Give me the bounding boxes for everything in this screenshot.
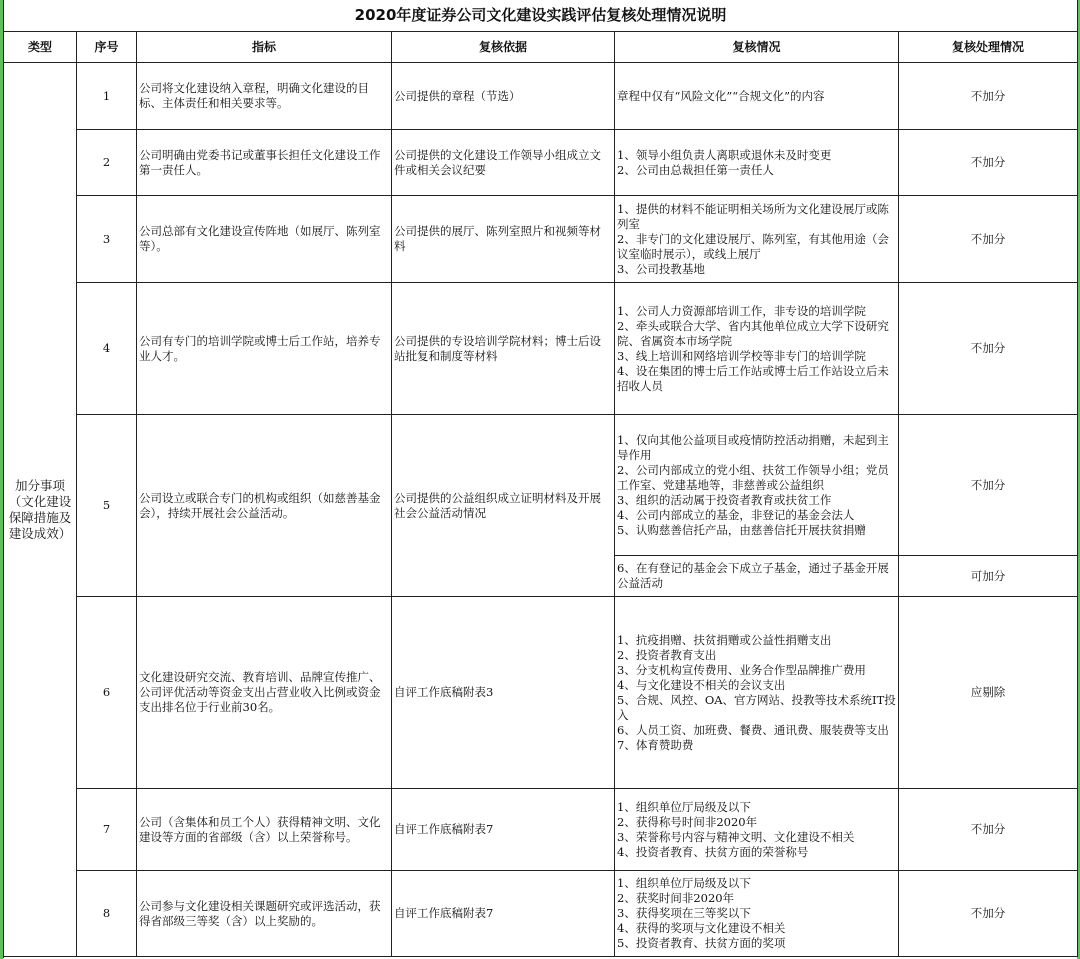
indicator-cell: 文化建设研究交流、教育培训、品牌宣传推广、公司评优活动等资金支出占营业收入比例或资金支出排名位于行业前30名。 [137, 597, 392, 789]
category-cell: 加分事项 （文化建设 保障措施及 建设成效） [4, 63, 77, 957]
basis-cell: 自评工作底稿附表3 [392, 597, 615, 789]
header-result: 复核处理情况 [899, 32, 1078, 63]
result-cell: 不加分 [899, 130, 1078, 196]
result-cell: 不加分 [899, 789, 1078, 871]
review-cell: 1、提供的材料不能证明相关场所为文化建设展厅或陈列室 2、非专门的文化建设展厅、陈列室，有其他用途（会议室临时展示），或线上展厅 3、公司投教基地 [615, 196, 899, 283]
header-indicator: 指标 [137, 32, 392, 63]
row-number: 5 [77, 415, 137, 597]
table-row [4, 130, 1078, 196]
review-cell: 1、仅向其他公益项目或疫情防控活动捐赠，未起到主导作用 2、公司内部成立的党小组、扶贫工作领导小组；党员工作室、党建基地等，非慈善或公益组织 3、组织的活动属于投资者教育或扶贫工作 4、公司内部成立的基金，非登记的基金会法人 5、认购慈善信托产品，由慈善信托开展扶贫捐赠 [615, 415, 899, 556]
result-cell: 不加分 [899, 415, 1078, 556]
indicator-cell: 公司参与文化建设相关课题研究或评选活动，获得省部级三等奖（含）以上奖励的。 [137, 871, 392, 957]
row-number: 6 [77, 597, 137, 789]
row-number: 1 [77, 63, 137, 130]
review-cell: 1、组织单位厅局级及以下 2、获奖时间非2020年 3、获得奖项在三等奖以下 4、获得的奖项与文化建设不相关 5、投资者教育、扶贫方面的奖项 [615, 871, 899, 957]
basis-cell: 自评工作底稿附表7 [392, 789, 615, 871]
basis-cell: 公司提供的专设培训学院材料；博士后设站批复和制度等材料 [392, 283, 615, 415]
row-number: 2 [77, 130, 137, 196]
indicator-cell: 公司有专门的培训学院或博士后工作站，培养专业人才。 [137, 283, 392, 415]
result-cell: 应剔除 [899, 597, 1078, 789]
basis-cell: 公司提供的章程（节选） [392, 63, 615, 130]
indicator-cell: 公司明确由党委书记或董事长担任文化建设工作第一责任人。 [137, 130, 392, 196]
result-cell: 不加分 [899, 871, 1078, 957]
table-row [4, 415, 1078, 556]
result-cell: 可加分 [899, 556, 1078, 597]
header-review: 复核情况 [615, 32, 899, 63]
review-cell: 6、在有登记的基金会下成立子基金，通过子基金开展公益活动 [615, 556, 899, 597]
result-cell: 不加分 [899, 63, 1078, 130]
review-table [3, 0, 1078, 957]
basis-cell: 公司提供的公益组织成立证明材料及开展社会公益活动情况 [392, 415, 615, 597]
result-cell: 不加分 [899, 283, 1078, 415]
indicator-cell: 公司设立或联合专门的机构或组织（如慈善基金会），持续开展社会公益活动。 [137, 415, 392, 597]
review-cell: 章程中仅有“风险文化”“合规文化”的内容 [615, 63, 899, 130]
header-no: 序号 [77, 32, 137, 63]
review-cell: 1、领导小组负责人离职或退休未及时变更 2、公司由总裁担任第一责任人 [615, 130, 899, 196]
table-row [4, 63, 1078, 130]
review-cell: 1、组织单位厅局级及以下 2、获得称号时间非2020年 3、荣誉称号内容与精神文明、文化建设不相关 4、投资者教育、扶贫方面的荣誉称号 [615, 789, 899, 871]
header-row [4, 32, 1078, 63]
basis-cell: 公司提供的展厅、陈列室照片和视频等材料 [392, 196, 615, 283]
table-row [4, 196, 1078, 283]
table-row [4, 597, 1078, 789]
indicator-cell: 公司将文化建设纳入章程，明确文化建设的目标、主体责任和相关要求等。 [137, 63, 392, 130]
header-type: 类型 [4, 32, 77, 63]
indicator-cell: 公司总部有文化建设宣传阵地（如展厅、陈列室等）。 [137, 196, 392, 283]
table-row [4, 789, 1078, 871]
row-number: 4 [77, 283, 137, 415]
result-cell: 不加分 [899, 196, 1078, 283]
row-number: 8 [77, 871, 137, 957]
row-number: 7 [77, 789, 137, 871]
indicator-cell: 公司（含集体和员工个人）获得精神文明、文化建设等方面的省部级（含）以上荣誉称号。 [137, 789, 392, 871]
table-row [4, 283, 1078, 415]
header-basis: 复核依据 [392, 32, 615, 63]
basis-cell: 公司提供的文化建设工作领导小组成立文件或相关会议纪要 [392, 130, 615, 196]
basis-cell: 自评工作底稿附表7 [392, 871, 615, 957]
row-number: 3 [77, 196, 137, 283]
table-title: 2020年度证券公司文化建设实践评估复核处理情况说明 [4, 0, 1078, 32]
review-cell: 1、公司人力资源部培训工作，非专设的培训学院 2、牵头或联合大学、省内其他单位成立大学下设研究院、省属资本市场学院 3、线上培训和网络培训学校等非专门的培训学院 4、设在集团的博士后工作站或博士后工作站设立后未招收人员 [615, 283, 899, 415]
table-row [4, 871, 1078, 957]
review-cell: 1、抗疫捐赠、扶贫捐赠或公益性捐赠支出 2、投资者教育支出 3、分支机构宣传费用、业务合作型品牌推广费用 4、与文化建设不相关的会议支出 5、合规、风控、OA、官方网站、投教等技术系统IT投入 6、人员工资、加班费、餐费、通讯费、服装费等支出 7、体育赞助费 [615, 597, 899, 789]
